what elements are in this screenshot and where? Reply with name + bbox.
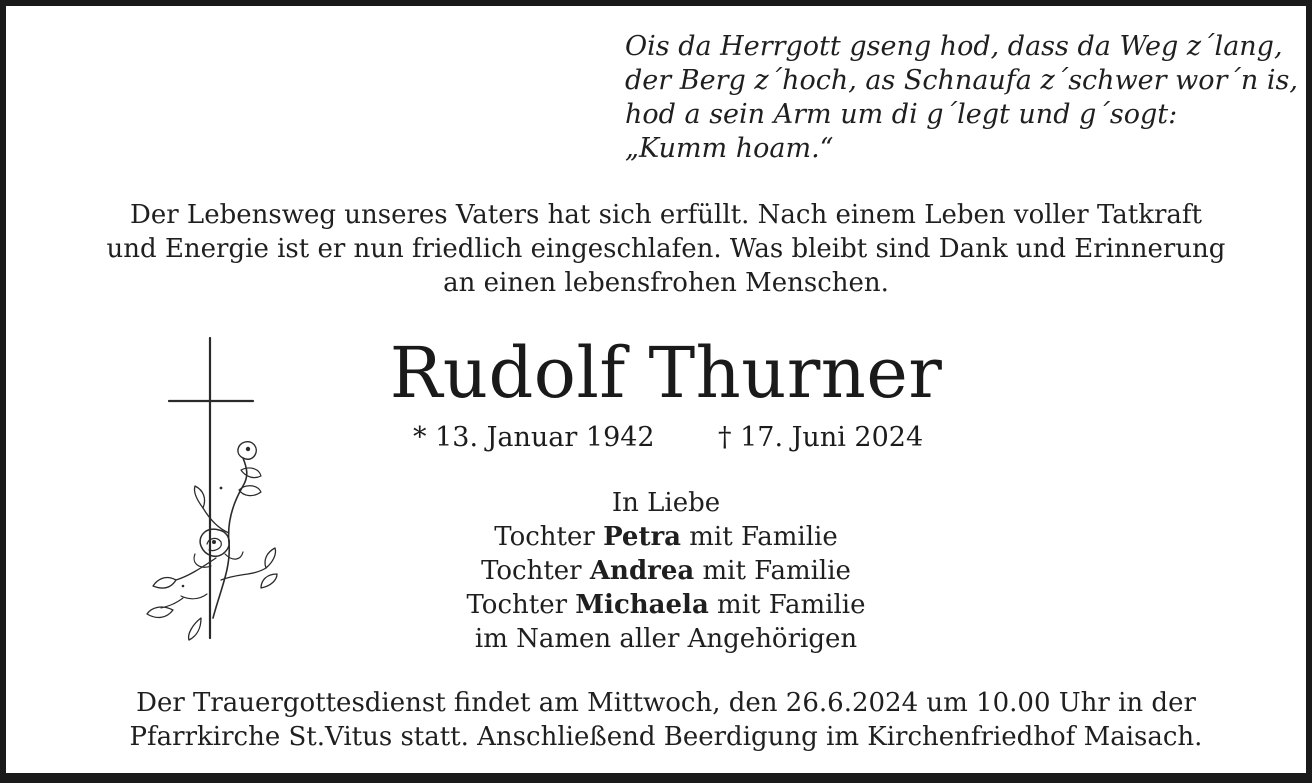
service-announcement bbox=[46, 686, 1286, 754]
intro-line: und Energie ist er nun friedlich eingeschlafen. Was bleibt sind Dank und Erinnerung bbox=[106, 234, 1226, 264]
intro-text bbox=[46, 198, 1286, 300]
service-line: Pfarrkirche St.Vitus statt. Anschließend Beerdigung im Kirchenfriedhof Maisach. bbox=[129, 722, 1203, 752]
mourner-name: Michaela bbox=[575, 590, 709, 620]
birth-date: * 13. Januar 1942 bbox=[413, 422, 655, 453]
poem-line: hod a sein Arm um di g´legt und g´sogt: bbox=[625, 99, 1178, 130]
mourner-prefix: Tochter bbox=[481, 556, 590, 586]
mourner-entry bbox=[366, 554, 966, 588]
mourner-name: Petra bbox=[603, 522, 682, 552]
deceased-name: Rudolf Thurner bbox=[389, 332, 943, 414]
mourner-prefix: Tochter bbox=[466, 590, 576, 620]
mourners-heading: In Liebe bbox=[611, 488, 721, 518]
mourner-name: Andrea bbox=[589, 556, 695, 586]
poem-verse bbox=[625, 30, 1298, 166]
mourners-list bbox=[366, 486, 966, 656]
poem-line: „Kumm hoam.“ bbox=[625, 133, 834, 164]
intro-line: Der Lebensweg unseres Vaters hat sich erfüllt. Nach einem Leben voller Tatkraft bbox=[130, 200, 1202, 230]
mourner-entry bbox=[366, 520, 966, 554]
intro-line: an einen lebensfrohen Menschen. bbox=[443, 268, 889, 298]
poem-line: der Berg z´hoch, as Schnaufa z´schwer wor´n is, bbox=[625, 65, 1298, 96]
mourner-suffix: mit Familie bbox=[708, 590, 866, 620]
mourner-prefix: Tochter bbox=[494, 522, 604, 552]
mourners-closing: im Namen aller Angehörigen bbox=[474, 624, 858, 654]
mourner-suffix: mit Familie bbox=[694, 556, 851, 586]
mourner-suffix: mit Familie bbox=[681, 522, 838, 552]
death-date: † 17. Juni 2024 bbox=[718, 422, 924, 453]
service-line: Der Trauergottesdienst findet am Mittwoch, den 26.6.2024 um 10.00 Uhr in der bbox=[136, 688, 1196, 718]
mourner-entry bbox=[366, 588, 966, 622]
poem-line: Ois da Herrgott gseng hod, dass da Weg z´lang, bbox=[625, 31, 1283, 62]
